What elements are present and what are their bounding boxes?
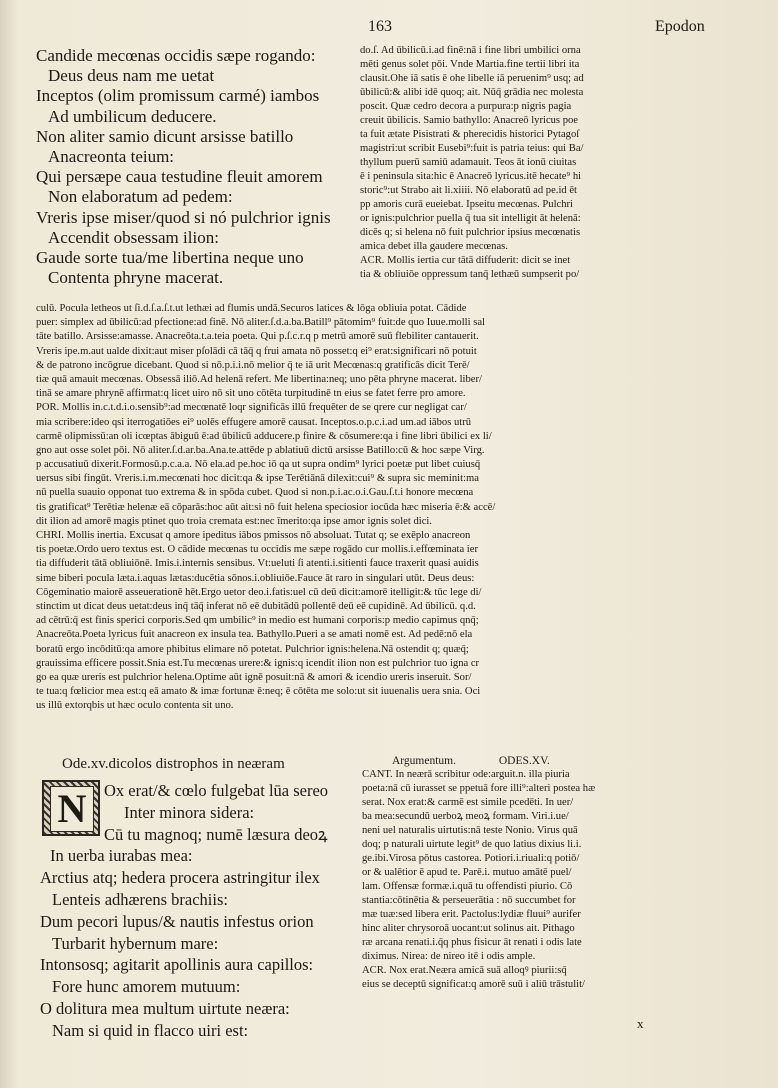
ode-line: Cū tu magnoq; numē læsura deoꝝ — [104, 824, 328, 844]
commentary-line: stinctim ut dicat deus uetat:deus inq̄ tāq̄ inferat nō eē dubitādū pollentē deū eē cupidinē. Ad ūbilicū. q.d. — [36, 600, 476, 612]
ode-line: Fore hunc amorem mutuum: — [52, 977, 241, 997]
verse-line: Qui persæpe caua testudine fleuit amorem — [36, 167, 323, 187]
commentary-line: puer: simplex ad ūbilicū:ad pfectione:ad finē. Nō aliter.ſ.d.a.ba.Batill⁹ pātomim⁹ fuit:de quo Iuue.molli sal — [36, 317, 485, 329]
verse-line: Non aliter samio dicunt arsisse batillo — [36, 126, 294, 146]
gloss-line: neni uel naturalis uirtutis:nā teste Nonio. Virus quā — [362, 825, 578, 836]
gloss-line: poscit. Quæ cedro decora a purpura:p nigris pagia — [360, 101, 572, 112]
ode-line: Lenteis adhærens brachiis: — [52, 889, 228, 909]
gloss-line: serat. Nox erat:& carmē est simile pcedēti. In uer/ — [362, 797, 574, 808]
folio-number: 163 — [368, 18, 392, 35]
commentary-line: tia diffuderit tātā obliuiōnē. Imis.i.internis sensibus. Vt:ueluti ſi atenti.i.sitienti fauce traxerit quasi auidis — [36, 558, 479, 570]
gloss-line: dicēs q; si helena nō fuit pulchrior ipsius mecœnatis — [360, 227, 581, 238]
gloss-line: amica debet illa gaudere mecœnas. — [360, 241, 508, 252]
commentary-line: culū. Pocula letheos ut ſi.d.ſ.a.ſ.t.ut lethæi ad flumis undā.Securos latices & lōga obliuia potat. Cādide — [36, 303, 467, 314]
commentary-line: te tua:q fœlicior mea est:q eā amato & imæ fortunæ ē:neq; ē cōtēta me solo:ut sit iuuenalis uera snia. Oci — [36, 686, 481, 698]
gloss-line: ACR. Nox erat.Neæra amicā suā alloqꝰ piurii:sq̄ — [362, 965, 567, 976]
ode-line: Arctius atq; hedera procera astringitur ilex — [40, 868, 320, 888]
gloss-line: ræ arcana renati.i.q̄q phus fisicur āt renati i odis late — [362, 937, 582, 948]
commentary-line: & de patrono incōgrue dicebant. Quod si nō.p.i.i.nō melior q̄ te iā urit Mecœnas:q gratificās dicit Terē/ — [36, 359, 470, 371]
gloss-line: CANT. In neærā scribitur ode:arguit.n. illa piuria — [362, 769, 570, 780]
running-head — [0, 18, 778, 42]
commentary-line: carmē olipmissū:an oli icœptas ābiguū ē:ad ūbilicū adducere.p finire & cōsumere:qa i fine libri ūbilici ex li/ — [36, 430, 492, 442]
commentary-line: nū puella suauio opponat tuo extrema & in spōda cubet. Quod si non.p.i.ac.o.i.Gau.ſ.t.i honore mecœna — [36, 487, 474, 499]
gloss-line: hinc aliter chrysoroā uocant:ut solinus ait. Pithago — [362, 923, 575, 934]
verse-line: Non elaboratum ad pedem: — [48, 187, 233, 207]
commentary-line: ad cētrū:q̄ est finis sperici corporis.Sed qm umbilic⁹ in medio est humani corporis:p medio capimus qnq̄; — [36, 615, 479, 627]
signature-mark: x — [637, 1016, 644, 1031]
ode-title: Ode.xv.dicolos distrophos in neæram — [62, 756, 285, 772]
gloss-line: doq; p naturali uirtute legit⁹ de quo latius dixius li.i. — [362, 839, 582, 850]
commentary-line: POR. Mollis in.c.t.d.i.o.sensib⁹:ad mecœnatē loqr significās illū frequēter de se qrere cur negligat car/ — [36, 402, 467, 414]
gloss-line: or & ualētior ē apud te. Parē.i. mutuo amātē puel/ — [362, 867, 572, 878]
gloss-line: ge.ibi.Virosa pōtus castorea. Potiori.i.riuali:q potiō/ — [362, 853, 580, 864]
verse-line: Ad umbilicum deducere. — [48, 106, 217, 126]
gloss-line: creuit ūbilicis. Samio bathyllo: Anacreō lyricus poe — [360, 115, 579, 126]
commentary-line: mia scribere:ideo qsi iterrogatiōes ei⁹ uolēs effugere amorē causat. Inceptos.o.p.c.i.ad um.ad iābos utrū — [36, 416, 472, 428]
commentary-line: Vreris ipe.m.aut ualde dixit:aut miser pſolādi cā tāq̄ q frui amata nō posset:q ei⁹ erat:significari nō potuit — [36, 345, 477, 357]
ode-verse-block — [40, 780, 360, 1042]
ode-line: Turbarit hybernum mare: — [52, 933, 219, 953]
gloss-line: tia & obliuiōe oppressum tanq̄ lethæū sumpserit po/ — [360, 269, 580, 280]
commentary-line: Cōgeminatio maiorē asseuerationē hēt.Ergo uetor deo.i.fatis:uel cū deū dicit:amorē itelligit:& tūc lege di/ — [36, 586, 482, 598]
verse-block-top — [36, 46, 358, 288]
commentary-line: tis poetæ.Ordo uero textus est. O cādide mecœnas tu occidis me sæpe rogādo cur mollis.i.effœminata ier — [36, 544, 478, 556]
gloss-line: ta fuit ætate Pisistrati & pherecidis historici Pytagoſ — [360, 129, 580, 140]
commentary-line: Anacreōta.Poeta lyricus fuit anacreon ex insula tea. Bathyllo.Pueri a se amati nomē est. Ad pedē:nō ela — [36, 629, 473, 641]
ode-line: Ox erat/& cœlo fulgebat lūa sereo — [104, 781, 329, 800]
gloss-top-right — [360, 44, 718, 282]
gloss-line: magistri:ut scribit Eusebi⁹:fuit is patria teius: qui Ba/ — [360, 143, 584, 154]
gloss-line: mēti genus solet pōi. Vnde Martia.fine tertii libri ita — [360, 59, 580, 70]
commentary-line: go ea quæ ureris est pulchrior helena.Optime aūt ignē posuit:nā & amori & icendio ureris inseruit. Sor/ — [36, 671, 472, 683]
commentary-line: gno aut osse solet pōi. Nō aliter.ſ.d.ar.ba.Ana.te.attēde p ablatiuū dictū arsisse Batillo:cū & hoc sæpe Virg. — [36, 444, 485, 456]
gloss-line: storic⁹:ut Strabo ait li.xiiii. Nō elaboratū ad pe.id ēt — [360, 185, 577, 196]
gloss-line: mæ tuæ:sed libera erit. Pactolus:lydiæ fluui⁹ aurifer — [362, 909, 581, 920]
gloss-line: do.ſ. Ad ūbilicū.i.ad finē:nā i fine libri umbilici orna — [360, 45, 581, 56]
argument-label: Argumentum. — [392, 755, 456, 767]
verse-line: Vreris ipse miser/quod si nó pulchrior ignis — [36, 207, 331, 227]
commentary-block — [36, 302, 696, 713]
gloss-line: thyllum puerū samiū adamauit. Teos āt ionū ciuitas — [360, 157, 577, 168]
commentary-line: tiæ quā amauit mecœnas. Obsessā iliō.Ad helenā refert. Me libertina:neq; uno pēta phryne macerat. liber/ — [36, 373, 482, 385]
commentary-line: p accusatiuū dixerit.Formosū.p.c.a.a. Nō ela.ad pe.hoc iō qa ut supra ondim⁹ lyrici poetæ put libet cuiusq̄ — [36, 459, 481, 471]
commentary-line: grauissima efficere possit.Snia est.Tu mecœnas urere:& ignis:q icendit ilion non est pulchrior tuo igna cr — [36, 657, 480, 669]
gloss-line: stantia:cōtinētia & perseuerātia : nō succumbet for — [362, 895, 576, 906]
section-title: Epodon — [655, 18, 705, 35]
gloss-bottom-right — [362, 754, 720, 992]
gloss-line: eius se deceptū significat:q amorē suū i aliū trāstulit/ — [362, 979, 586, 990]
commentary-line: boratū ergo incōditū:qa amore phibitus elimare nō potetat. Pulchrior ignis:helena.Nā ostendit q; quæq̄; — [36, 643, 469, 655]
ode-line: O dolitura mea multum uirtute neæra: — [40, 998, 290, 1018]
ode-line: Intonsosq; agitarit apollinis aura capillos: — [40, 955, 314, 975]
ode-line: Inter minora sidera: — [124, 802, 255, 822]
commentary-line: sime biberi pocula læta.i.aquas lætas:ducētia sōnos.i.obliuiōe.Fauce āt raro in singulari utūt. Deus deus: — [36, 572, 475, 584]
ode-line: Nam si quid in flacco uiri est: — [52, 1020, 249, 1040]
gloss-line: or ignis:pulchrior puella q̄ tua sit intelligit āt helenā: — [360, 213, 581, 224]
gloss-line: clausit.Ohe iā satis ē ohe libelle iā peruenim⁹ usq; ad — [360, 73, 584, 84]
verse-line: Contenta phryne macerat. — [48, 268, 224, 288]
commentary-line: CHRI. Mollis inertia. Excusat q amore ipeditus iābos pmissos nō absoluat. Tutat q; se exēplo anacreon — [36, 530, 471, 541]
gloss-line: ACR. Mollis iertia cur tātā diffuderit: dicit se inet — [360, 255, 571, 266]
verse-line: Inceptos (olim promissum carmé) iambos — [36, 86, 320, 106]
verse-line: Candide mecœnas occidis sæpe rogando: — [36, 46, 316, 65]
verse-line: Accendit obsessam ilion: — [48, 227, 219, 247]
ode-line: Dum pecori lupus/& nautis infestus orion — [40, 911, 314, 931]
ode-line: In uerba iurabas mea: — [50, 846, 193, 866]
commentary-line: tis gratificat⁹ Terētiæ helenæ eā cōparās:hoc aūt ait:si nō fuit helena speciosior iocūda hæc miseria ē:& accē/ — [36, 501, 496, 513]
gloss-line: pp amoris curā eueiebat. Ipseitu mecœnas. Pulchri — [360, 199, 573, 210]
gloss-line: ba mea:secundū uerboꝝ meoꝝ formam. Viri.i.ue/ — [362, 811, 569, 822]
verse-line: Anacreonta teium: — [48, 146, 175, 166]
verse-line: Deus deus nam me uetat — [48, 66, 215, 86]
gloss-line: lam. Offensæ formæ.i.quā tu offendisti piurio. Cō — [362, 881, 573, 892]
commentary-line: dit ilion ad amorē magis ptinet quo troia cremata est:nec īmerito:qa ipse amor ignis solet dici. — [36, 515, 432, 527]
commentary-line: tāte batillo. Arsisse:amasse. Anacreōta.t.a.teia poeta. Qui p.ſ.c.r.q p metrū amorē suū flebiliter cantauerit. — [36, 331, 479, 343]
commentary-line: tinā se amare phrynē affirmat:q licet uiro nō sit uno cōtēta turpitudinē tn eius se fatet ferre pro amore. — [36, 388, 466, 400]
commentary-line: us illū extorqbis ut hæc oculo contenta sit uno. — [36, 700, 234, 712]
odes-label: ODES.XV. — [498, 755, 550, 767]
verse-line: Gaude sorte tua/me libertina neque uno — [36, 247, 304, 267]
gloss-line: poeta:nā cū iurasset se ppetuā fore illi⁹:alteri postea hæ — [362, 783, 596, 794]
initial-letter: N — [50, 786, 94, 832]
argument-heading — [362, 754, 720, 768]
gloss-line: ē i peninsula sita:hic ē Anacreō lyricus.itē hecate⁹ hi — [360, 171, 582, 182]
commentary-line: uersus sibi fingūt. Vreris.i.m.mecœnati hoc dicit:qa & ipse Terētiānā dilexit:cui⁹ & supra sic meminit:ma — [36, 473, 479, 485]
gloss-line: ūbilicū:& alibi idē quoq; ait. Nūq̄ grādia nec molesta — [360, 87, 584, 98]
gloss-line: diximus. Nirea: de nireo itē i odis ample. — [362, 951, 536, 962]
